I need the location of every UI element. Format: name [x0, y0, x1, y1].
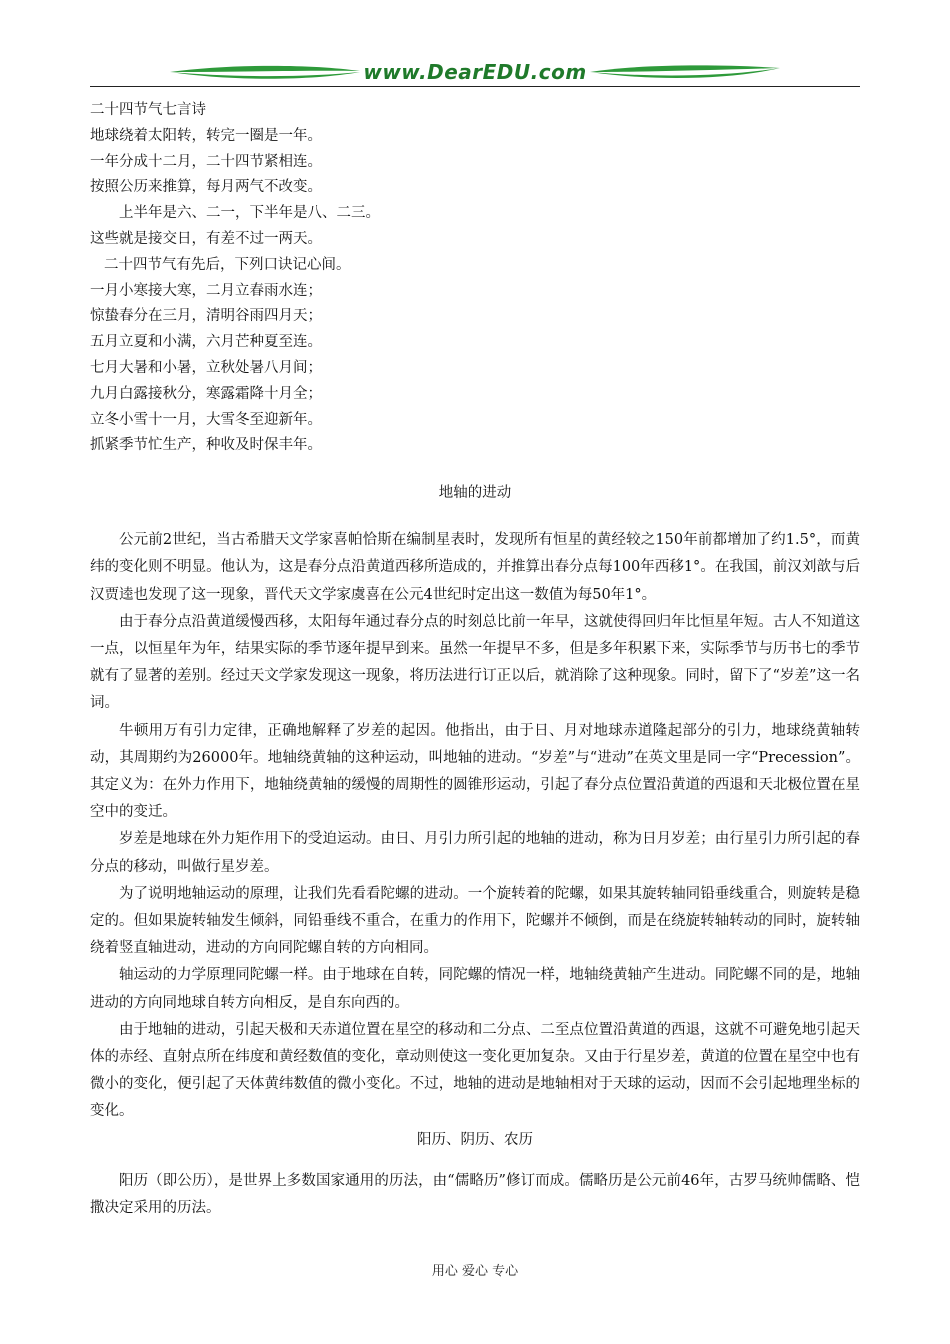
paragraph: 岁差是地球在外力矩作用下的受迫运动。由日、月引力所引起的地轴的进动，称为日月岁差；由行星引力所引起的春分点的移动，叫做行星岁差。 [90, 831, 860, 875]
paragraph: 公元前2世纪，当古希腊天文学家喜帕恰斯在编制星表时，发现所有恒星的黄经较之150年前都增加了约1.5°，而黄纬的变化则不明显。他认为，这是春分点沿黄道西移所造成的，并推算出春分点每100年西移1°。在我国，前汉刘歆与后汉贾逵也发现了这一现象，晋代天文学家虞喜在公元4世纪时定出这一数值为每50年1°。 [90, 532, 860, 603]
poem-line: 抓紧季节忙生产，种收及时保丰年。 [90, 437, 322, 454]
poem-line: 一年分成十二月，二十四节紧相连。 [90, 153, 322, 170]
paragraph: 阳历（即公历），是世界上多数国家通用的历法，由“儒略历”修订而成。儒略历是公元前46年，古罗马统帅儒略、恺撒决定采用的历法。 [90, 1172, 860, 1216]
section-heading: 地轴的进动 [438, 485, 512, 502]
poem-line: 九月白露接秋分，寒露霜降十月全； [90, 385, 322, 402]
poem-line: 七月大暑和小暑，立秋处暑八月间； [90, 359, 322, 376]
poem-line: 按照公历来推算，每月两气不改变。 [90, 179, 322, 196]
poem-line: 惊蛰春分在三月，清明谷雨四月天； [90, 308, 322, 325]
poem-line: 这些就是接交日，有差不过一两天。 [90, 230, 322, 247]
paragraph: 牛顿用万有引力定律，正确地解释了岁差的起因。他指出，由于日、月对地球赤道隆起部分的引力，地球绕黄轴转动，其周期约为26000年。地轴绕黄轴的这种运动，叫地轴的进动。“岁差”与“进动”在英文里是同一字“Precession”。其定义为：在外力作用下，地轴绕黄轴的缓慢的周期性的圆锥形运动，引起了春分点位置沿黄道的西退和天北极位置在星空中的变迁。 [90, 722, 860, 821]
site-logo-text: www.DearEDU.com [363, 60, 587, 84]
poem-line: 二十四节气有先后，下列口诀记心间。 [104, 256, 351, 273]
paragraph: 由于地轴的进动，引起天极和天赤道位置在星空的移动和二分点、二至点位置沿黄道的西退，这就不可避免地引起天体的赤经、直射点所在纬度和黄经数值的变化，章动则使这一变化更加复杂。又由于行星岁差，黄道的位置在星空中也有微小的变化，便引起了天体黄纬数值的微小变化。不过，地轴的进动是地轴相对于天球的运动，因而不会引起地理坐标的变化。 [90, 1021, 860, 1120]
page-header [90, 58, 860, 90]
paragraph: 轴运动的力学原理同陀螺一样。由于地球在自转，同陀螺的情况一样，地轴绕黄轴产生进动。同陀螺不同的是，地轴进动的方向同地球自转方向相反，是自东向西的。 [90, 967, 860, 1011]
poem-line: 地球绕着太阳转，转完一圈是一年。 [90, 127, 322, 144]
poem-title: 二十四节气七言诗 [90, 102, 206, 118]
paragraph: 为了说明地轴运动的原理，让我们先看看陀螺的进动。一个旋转着的陀螺，如果其旋转轴同铅垂线重合，则旋转是稳定的。但如果旋转轴发生倾斜，同铅垂线不重合，在重力的作用下，陀螺并不倾倒，而是在绕旋转轴转动的同时，旋转轴绕着竖直轴进动，进动的方向同陀螺自转的方向相同。 [90, 885, 860, 957]
document-body [90, 98, 860, 1222]
header-rule [90, 86, 860, 87]
poem-line: 一月小寒接大寒，二月立春雨水连； [90, 282, 322, 299]
poem-line: 立冬小雪十一月，大雪冬至迎新年。 [90, 411, 322, 428]
section-heading: 阳历、阴历、农历 [417, 1131, 533, 1148]
paragraph: 由于春分点沿黄道缓慢西移，太阳每年通过春分点的时刻总比前一年早，这就使得回归年比恒星年短。古人不知道这一点，以恒星年为年，结果实际的季节逐年提早到来。虽然一年提早不多，但是多年积累下来，实际季节与历书七的季节就有了显著的差别。经过天文学家发现这一现象，将历法进行订正以后，就消除了这种现象。同时，留下了“岁差”这一名词。 [90, 613, 860, 712]
page-footer: 用心 爱心 专心 [431, 1264, 519, 1279]
poem-line: 上半年是六、二一，下半年是八、二三。 [119, 205, 380, 222]
poem-line: 五月立夏和小满，六月芒种夏至连。 [90, 334, 322, 351]
